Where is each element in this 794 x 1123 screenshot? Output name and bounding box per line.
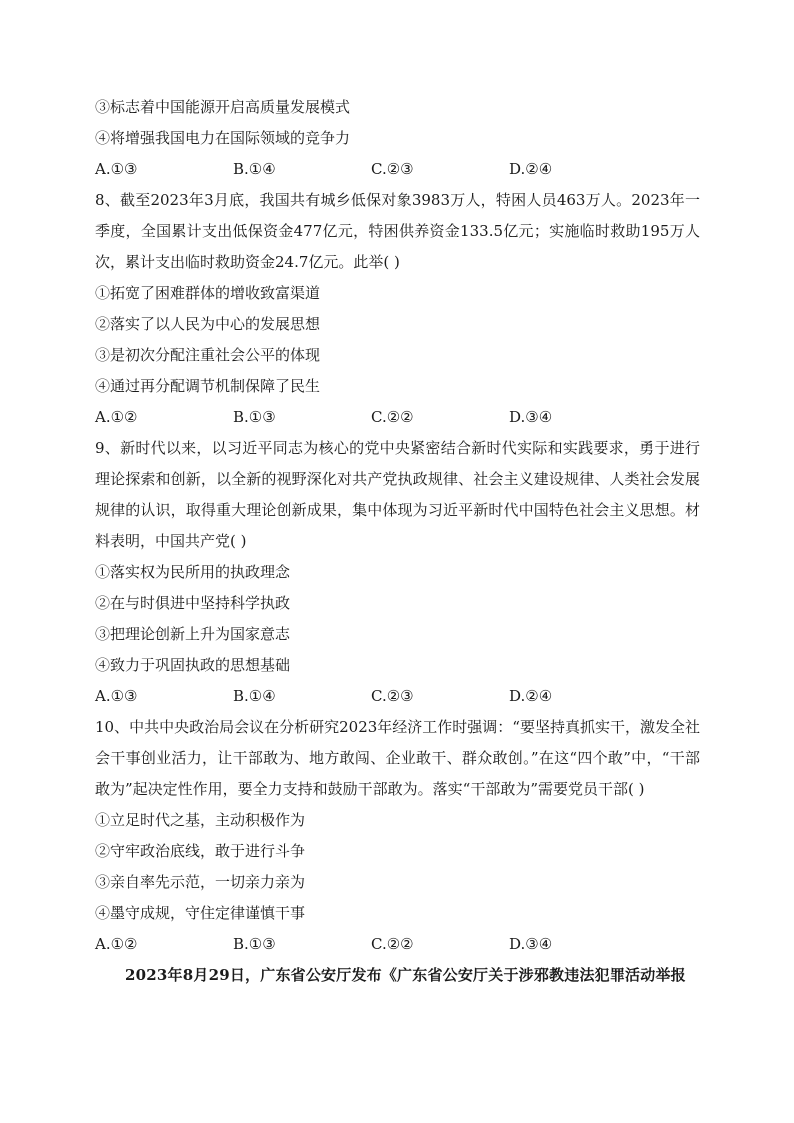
question-8-option-d: D.③④ xyxy=(509,408,553,426)
question-9-stem: 9、新时代以来，以习近平同志为核心的党中央紧密结合新时代实际和实践要求，勇于进行理论探索和创新，以全新的视野深化对共产党执政规律、社会主义建设规律、人类社会发展规律的认识，取得重大理论创新成果，集中体现为习近平新时代中国特色社会主义思想。材料表明，中国共产党( ) xyxy=(95,439,700,550)
question-8-item-4: ④通过再分配调节机制保障了民生 xyxy=(95,377,321,395)
question-9-options xyxy=(95,681,700,712)
question-8-option-a: A.①② xyxy=(95,408,138,426)
question-9-option-b: B.①④ xyxy=(233,687,276,705)
prev-item-3: ③标志着中国能源开启高质量发展模式 xyxy=(95,98,351,116)
question-9-item-4: ④致力于巩固执政的思想基础 xyxy=(95,656,291,674)
next-material-text: 2023年8月29日，广东省公安厅发布《广东省公安厅关于涉邪教违法犯罪活动举报 xyxy=(125,966,686,984)
question-8-item-2: ②落实了以人民为中心的发展思想 xyxy=(95,315,321,333)
question-9-option-d: D.②④ xyxy=(509,687,553,705)
question-10-option-a: A.①② xyxy=(95,935,138,953)
question-10-options xyxy=(95,929,700,960)
question-10-option-d: D.③④ xyxy=(509,935,553,953)
prev-options xyxy=(95,154,700,185)
question-10-item-3: ③亲自率先示范，一切亲力亲为 xyxy=(95,873,306,891)
question-10-item-4: ④墨守成规，守住定律谨慎干事 xyxy=(95,904,306,922)
prev-option-b: B.①④ xyxy=(233,160,276,178)
prev-item-4: ④将增强我国电力在国际领域的竞争力 xyxy=(95,129,351,147)
question-8-stem: 8、截至2023年3月底，我国共有城乡低保对象3983万人，特困人员463万人。2023年一季度，全国累计支出低保资金477亿元，特困供养资金133.5亿元；实施临时救助195万人次，累计支出临时救助资金24.7亿元。此举( ) xyxy=(95,191,700,271)
question-10-option-c: C.②② xyxy=(371,935,414,953)
exam-page xyxy=(95,92,700,991)
prev-option-a: A.①③ xyxy=(95,160,138,178)
question-10-stem: 10、中共中央政治局会议在分析研究2023年经济工作时强调：“要坚持真抓实干，激发全社会干事创业活力，让干部敢为、地方敢闯、企业敢干、群众敢创。”在这“四个敢”中，“干部敢为”起决定性作用，要全力支持和鼓励干部敢为。落实“干部敢为”需要党员干部( ) xyxy=(95,718,700,798)
prev-option-d: D.②④ xyxy=(509,160,553,178)
question-8-option-b: B.①③ xyxy=(233,408,276,426)
question-10-item-2: ②守牢政治底线，敢于进行斗争 xyxy=(95,842,306,860)
question-8-item-3: ③是初次分配注重社会公平的体现 xyxy=(95,346,321,364)
question-10-item-1: ①立足时代之基，主动积极作为 xyxy=(95,811,306,829)
question-9-item-2: ②在与时俱进中坚持科学执政 xyxy=(95,594,291,612)
question-8-item-1: ①拓宽了困难群体的增收致富渠道 xyxy=(95,284,321,302)
question-8-options xyxy=(95,402,700,433)
question-10-option-b: B.①③ xyxy=(233,935,276,953)
question-9-option-a: A.①③ xyxy=(95,687,138,705)
question-9-option-c: C.②③ xyxy=(371,687,414,705)
prev-option-c: C.②③ xyxy=(371,160,414,178)
question-9-item-1: ①落实权为民所用的执政理念 xyxy=(95,563,291,581)
question-9-item-3: ③把理论创新上升为国家意志 xyxy=(95,625,291,643)
question-8-option-c: C.②② xyxy=(371,408,414,426)
